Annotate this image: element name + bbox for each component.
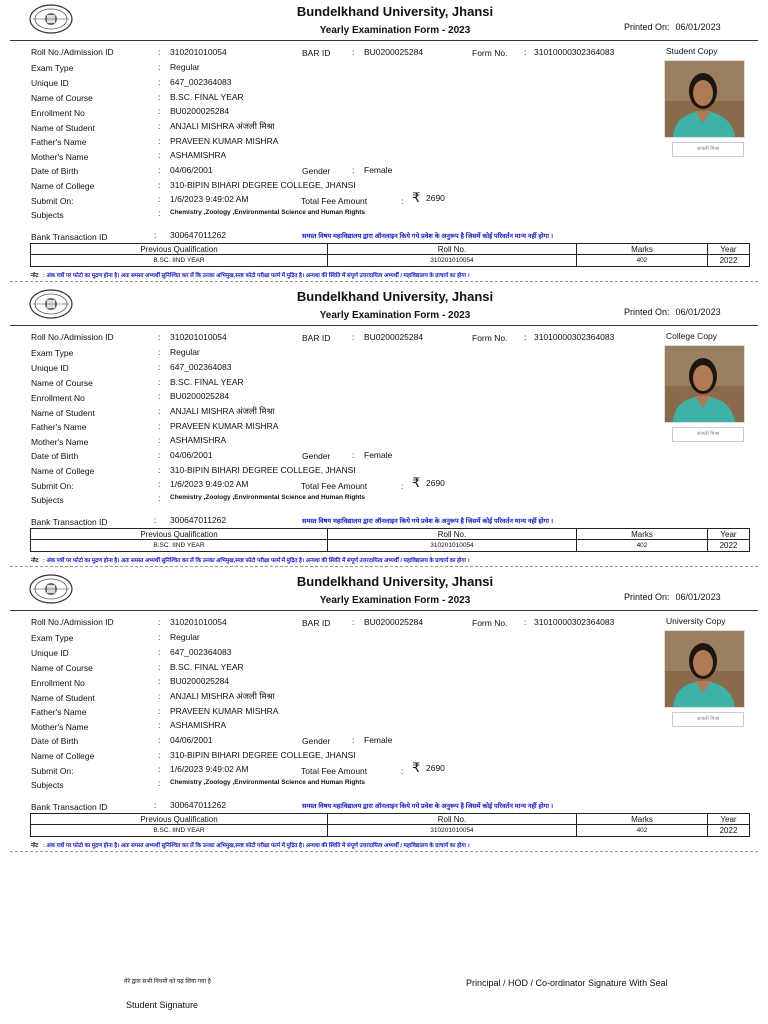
divider [10,325,758,326]
course-value: B.SC. FINAL YEAR [170,377,244,387]
unique-id-label: Unique ID [31,78,69,88]
divider [10,281,758,282]
form-copy: Bundelkhand University, Jhansi Yearly Examination Form - 2023 Printed On: 06/01/2023 Roll No./Admission ID : 310201010054 BAR ID : BU0200025284 Form No. : 31010000302364083 University Copy Exam Type : Regular Unique ID : 647_002364083 Name of Course : B.SC. FINAL YEAR Enrollment No : BU0200025284 Name of Student : ANJALI MISHRA अंजली मिश्रा Father's Name : PRAVEEN KUMAR MISHRA Mother's Name : ASHAMISHRA Date of Birth : 04/06/2001 Gender : Female Name of College : 310-BIPIN BIHARI DEGREE COLLEGE, JHANSI Submit On: : 1/6/2023 9:49:02 AM Total Fee Amount : ₹ 2690 Subjects : Chemistry ,Zoology ,Environmental Science and Human Rights अंजली मिश्रा Bank Transaction ID : 300647011262 समस्त विषय महाविद्यालय द्वारा ऑनलाइन किये गये प्रवेश के अनुरूप है जिसमें कोई परिवर्तन मान्य नहीं होगा । Previous Qualification Roll No. Marks Year B.SC. IIND YEAR 310201010054 402 2022 नोट : अंक पत्रों पर फोटो का मुद्रण होना है। अतः समस्त अभ्यर्थी सुनिश्चित कर लें कि उनका अभिमुख,स्पष्ट फोटो परीक्षा फार्म में मुद्रित है। अन्यथा की स्थिति में संपूर्ण उत्तरदायित्व अभ्यर्थी / महाविद्यालय के प्राचार्य का होगा । [0,570,768,855]
gender-value: Female [364,165,393,175]
subject-notice: समस्त विषय महाविद्यालय द्वारा ऑनलाइन किये गये प्रवेश के अनुरूप है जिसमें कोई परिवर्तन मान्य नहीं होगा । [302,803,554,810]
college-value: 310-BIPIN BIHARI DEGREE COLLEGE, JHANSI [170,465,356,475]
student-name-label: Name of Student [31,408,95,418]
rupee-icon: ₹ [412,475,421,490]
fee-label: Total Fee Amount [301,196,368,206]
note-text: नोट : अंक पत्रों पर फोटो का मुद्रण होना है। अतः समस्त अभ्यर्थी सुनिश्चित कर लें कि उनका अभिमुख,स्पष्ट फोटो परीक्षा फार्म में मुद्रित है। अन्यथा की स्थिति में संपूर्ण उत्तरदायित्व अभ्यर्थी / महाविद्यालय के प्राचार्य का होगा । [31,558,470,564]
printed-on: Printed On: 06/01/2023 [624,592,721,602]
bar-id-label: BAR ID [302,48,331,58]
bar-id-value: BU0200025284 [364,617,424,627]
submit-value: 1/6/2023 9:49:02 AM [170,479,249,489]
roll-label: Roll No./Admission ID [31,617,114,627]
form-no-value: 31010000302364083 [534,617,615,627]
table-cell: 402 [577,825,708,837]
form-no-label: Form No. [472,333,508,343]
table-cell: B.SC. IIND YEAR [31,825,328,837]
submit-label: Submit On: [31,481,74,491]
subjects-label: Subjects [31,495,64,505]
submit-label: Submit On: [31,196,74,206]
father-value: PRAVEEN KUMAR MISHRA [170,136,279,146]
mother-value: ASHAMISHRA [170,435,227,445]
subject-notice: समस्त विषय महाविद्यालय द्वारा ऑनलाइन किये गये प्रवेश के अनुरूप है जिसमें कोई परिवर्तन मान्य नहीं होगा । [302,518,554,525]
college-label: Name of College [31,751,95,761]
divider [10,851,758,852]
table-header: Marks [577,244,708,255]
bank-value: 300647011262 [170,230,227,240]
table-header: Previous Qualification [31,814,328,825]
exam-type-label: Exam Type [31,633,74,643]
university-name: Bundelkhand University, Jhansi [296,4,494,19]
student-photo [664,60,745,138]
bar-id-label: BAR ID [302,618,331,628]
bank-label: Bank Transaction ID [31,232,108,242]
student-name-label: Name of Student [31,693,95,703]
roll-value: 310201010054 [170,47,227,57]
student-name-label: Name of Student [31,123,95,133]
exam-type-value: Regular [170,347,200,357]
mother-label: Mother's Name [31,722,89,732]
mother-label: Mother's Name [31,152,89,162]
bank-label: Bank Transaction ID [31,802,108,812]
fee-value: 2690 [426,478,445,488]
mother-label: Mother's Name [31,437,89,447]
table-cell: 310201010054 [328,540,577,552]
copy-label: Student Copy [666,46,718,56]
qualification-table [30,813,750,837]
father-value: PRAVEEN KUMAR MISHRA [170,706,279,716]
table-header: Previous Qualification [31,529,328,540]
unique-id-label: Unique ID [31,363,69,373]
subjects-value: Chemistry ,Zoology ,Environmental Science and Human Rights [170,209,366,216]
table-header: Year [708,244,750,255]
bank-value: 300647011262 [170,800,227,810]
gender-label: Gender [302,166,331,176]
student-signature-label: Student Signature [126,1000,199,1010]
bar-id-value: BU0200025284 [364,332,424,342]
course-value: B.SC. FINAL YEAR [170,92,244,102]
divider [10,566,758,567]
subjects-label: Subjects [31,210,64,220]
student-signature-image: अंजली मिश्रा [672,427,744,442]
table-header: Roll No. [328,529,577,540]
course-label: Name of Course [31,663,93,673]
college-value: 310-BIPIN BIHARI DEGREE COLLEGE, JHANSI [170,180,356,190]
table-cell: 2022 [708,825,750,837]
subjects-value: Chemistry ,Zoology ,Environmental Science and Human Rights [170,779,366,786]
student-name-value: ANJALI MISHRA अंजली मिश्रा [170,691,275,701]
dob-label: Date of Birth [31,736,79,746]
university-name: Bundelkhand University, Jhansi [296,289,494,304]
table-header: Marks [577,814,708,825]
form-no-label: Form No. [472,48,508,58]
mother-value: ASHAMISHRA [170,720,227,730]
fee-value: 2690 [426,763,445,773]
college-label: Name of College [31,181,95,191]
subject-notice: समस्त विषय महाविद्यालय द्वारा ऑनलाइन किये गये प्रवेश के अनुरूप है जिसमें कोई परिवर्तन मान्य नहीं होगा । [302,233,554,240]
enrollment-label: Enrollment No [31,108,85,118]
dob-value: 04/06/2001 [170,735,213,745]
form-title: Yearly Examination Form - 2023 [319,595,471,606]
course-label: Name of Course [31,93,93,103]
form-no-label: Form No. [472,618,508,628]
declaration-text: मेरे द्वारा सभी नियमों को पढ़ लिया गया है [124,979,211,985]
roll-value: 310201010054 [170,617,227,627]
unique-id-value: 647_002364083 [170,362,232,372]
form-title: Yearly Examination Form - 2023 [319,25,471,36]
form-no-value: 31010000302364083 [534,332,615,342]
college-label: Name of College [31,466,95,476]
table-cell: 402 [577,255,708,267]
student-name-value: ANJALI MISHRA अंजली मिश्रा [170,121,275,131]
unique-id-value: 647_002364083 [170,77,232,87]
table-header: Marks [577,529,708,540]
father-label: Father's Name [31,422,87,432]
fee-label: Total Fee Amount [301,481,368,491]
table-row [31,825,750,837]
dob-value: 04/06/2001 [170,450,213,460]
exam-type-value: Regular [170,632,200,642]
fee-label: Total Fee Amount [301,766,368,776]
rupee-icon: ₹ [412,760,421,775]
exam-type-label: Exam Type [31,63,74,73]
enrollment-value: BU0200025284 [170,391,230,401]
table-header: Year [708,529,750,540]
table-cell: B.SC. IIND YEAR [31,255,328,267]
subjects-label: Subjects [31,780,64,790]
gender-value: Female [364,450,393,460]
course-label: Name of Course [31,378,93,388]
student-name-value: ANJALI MISHRA अंजली मिश्रा [170,406,275,416]
father-label: Father's Name [31,137,87,147]
student-signature-image: अंजली मिश्रा [672,142,744,157]
table-header: Year [708,814,750,825]
submit-label: Submit On: [31,766,74,776]
bank-label: Bank Transaction ID [31,517,108,527]
father-label: Father's Name [31,707,87,717]
table-cell: 310201010054 [328,825,577,837]
exam-type-value: Regular [170,62,200,72]
note-text: नोट : अंक पत्रों पर फोटो का मुद्रण होना है। अतः समस्त अभ्यर्थी सुनिश्चित कर लें कि उनका अभिमुख,स्पष्ट फोटो परीक्षा फार्म में मुद्रित है। अन्यथा की स्थिति में संपूर्ण उत्तरदायित्व अभ्यर्थी / महाविद्यालय के प्राचार्य का होगा । [31,843,470,849]
gender-label: Gender [302,451,331,461]
enrollment-value: BU0200025284 [170,106,230,116]
dob-label: Date of Birth [31,451,79,461]
submit-value: 1/6/2023 9:49:02 AM [170,764,249,774]
table-header: Roll No. [328,814,577,825]
table-cell: 2022 [708,255,750,267]
qualification-table [30,528,750,552]
divider [10,610,758,611]
enrollment-value: BU0200025284 [170,676,230,686]
gender-value: Female [364,735,393,745]
roll-label: Roll No./Admission ID [31,332,114,342]
table-cell: 2022 [708,540,750,552]
subjects-value: Chemistry ,Zoology ,Environmental Science and Human Rights [170,494,366,501]
table-cell: 310201010054 [328,255,577,267]
student-photo [664,630,745,708]
copy-label: College Copy [666,331,718,341]
table-cell: 402 [577,540,708,552]
roll-label: Roll No./Admission ID [31,47,114,57]
enrollment-label: Enrollment No [31,393,85,403]
table-cell: B.SC. IIND YEAR [31,540,328,552]
enrollment-label: Enrollment No [31,678,85,688]
printed-on: Printed On: 06/01/2023 [624,307,721,317]
roll-value: 310201010054 [170,332,227,342]
exam-type-label: Exam Type [31,348,74,358]
form-copy: Bundelkhand University, Jhansi Yearly Examination Form - 2023 Printed On: 06/01/2023 Roll No./Admission ID : 310201010054 BAR ID : BU0200025284 Form No. : 31010000302364083 Student Copy Exam Type : Regular Unique ID : 647_002364083 Name of Course : B.SC. FINAL YEAR Enrollment No : BU0200025284 Name of Student : ANJALI MISHRA अंजली मिश्रा Father's Name : PRAVEEN KUMAR MISHRA Mother's Name : ASHAMISHRA Date of Birth : 04/06/2001 Gender : Female Name of College : 310-BIPIN BIHARI DEGREE COLLEGE, JHANSI Submit On: : 1/6/2023 9:49:02 AM Total Fee Amount : ₹ 2690 Subjects : Chemistry ,Zoology ,Environmental Science and Human Rights अंजली मिश्रा Bank Transaction ID : 300647011262 समस्त विषय महाविद्यालय द्वारा ऑनलाइन किये गये प्रवेश के अनुरूप है जिसमें कोई परिवर्तन मान्य नहीं होगा । Previous Qualification Roll No. Marks Year B.SC. IIND YEAR 310201010054 402 2022 नोट : अंक पत्रों पर फोटो का मुद्रण होना है। अतः समस्त अभ्यर्थी सुनिश्चित कर लें कि उनका अभिमुख,स्पष्ट फोटो परीक्षा फार्म में मुद्रित है। अन्यथा की स्थिति में संपूर्ण उत्तरदायित्व अभ्यर्थी / महाविद्यालय के प्राचार्य का होगा । [0,0,768,285]
table-row [31,255,750,267]
university-name: Bundelkhand University, Jhansi [296,574,494,589]
table-header: Roll No. [328,244,577,255]
rupee-icon: ₹ [412,190,421,205]
form-no-value: 31010000302364083 [534,47,615,57]
submit-value: 1/6/2023 9:49:02 AM [170,194,249,204]
printed-on: Printed On: 06/01/2023 [624,22,721,32]
dob-label: Date of Birth [31,166,79,176]
table-header: Previous Qualification [31,244,328,255]
form-title: Yearly Examination Form - 2023 [319,310,471,321]
divider [10,40,758,41]
father-value: PRAVEEN KUMAR MISHRA [170,421,279,431]
dob-value: 04/06/2001 [170,165,213,175]
student-signature-image: अंजली मिश्रा [672,712,744,727]
mother-value: ASHAMISHRA [170,150,227,160]
bar-id-label: BAR ID [302,333,331,343]
gender-label: Gender [302,736,331,746]
student-photo [664,345,745,423]
unique-id-label: Unique ID [31,648,69,658]
bar-id-value: BU0200025284 [364,47,424,57]
unique-id-value: 647_002364083 [170,647,232,657]
note-text: नोट : अंक पत्रों पर फोटो का मुद्रण होना है। अतः समस्त अभ्यर्थी सुनिश्चित कर लें कि उनका अभिमुख,स्पष्ट फोटो परीक्षा फार्म में मुद्रित है। अन्यथा की स्थिति में संपूर्ण उत्तरदायित्व अभ्यर्थी / महाविद्यालय के प्राचार्य का होगा । [31,273,470,279]
copy-label: University Copy [666,616,726,626]
form-copy: Bundelkhand University, Jhansi Yearly Examination Form - 2023 Printed On: 06/01/2023 Roll No./Admission ID : 310201010054 BAR ID : BU0200025284 Form No. : 31010000302364083 College Copy Exam Type : Regular Unique ID : 647_002364083 Name of Course : B.SC. FINAL YEAR Enrollment No : BU0200025284 Name of Student : ANJALI MISHRA अंजली मिश्रा Father's Name : PRAVEEN KUMAR MISHRA Mother's Name : ASHAMISHRA Date of Birth : 04/06/2001 Gender : Female Name of College : 310-BIPIN BIHARI DEGREE COLLEGE, JHANSI Submit On: : 1/6/2023 9:49:02 AM Total Fee Amount : ₹ 2690 Subjects : Chemistry ,Zoology ,Environmental Science and Human Rights अंजली मिश्रा Bank Transaction ID : 300647011262 समस्त विषय महाविद्यालय द्वारा ऑनलाइन किये गये प्रवेश के अनुरूप है जिसमें कोई परिवर्तन मान्य नहीं होगा । Previous Qualification Roll No. Marks Year B.SC. IIND YEAR 310201010054 402 2022 नोट : अंक पत्रों पर फोटो का मुद्रण होना है। अतः समस्त अभ्यर्थी सुनिश्चित कर लें कि उनका अभिमुख,स्पष्ट फोटो परीक्षा फार्म में मुद्रित है। अन्यथा की स्थिति में संपूर्ण उत्तरदायित्व अभ्यर्थी / महाविद्यालय के प्राचार्य का होगा । [0,285,768,570]
table-row [31,540,750,552]
fee-value: 2690 [426,193,445,203]
course-value: B.SC. FINAL YEAR [170,662,244,672]
college-value: 310-BIPIN BIHARI DEGREE COLLEGE, JHANSI [170,750,356,760]
principal-signature-label: Principal / HOD / Co-ordinator Signature With Seal [466,978,668,988]
bank-value: 300647011262 [170,515,227,525]
qualification-table [30,243,750,267]
